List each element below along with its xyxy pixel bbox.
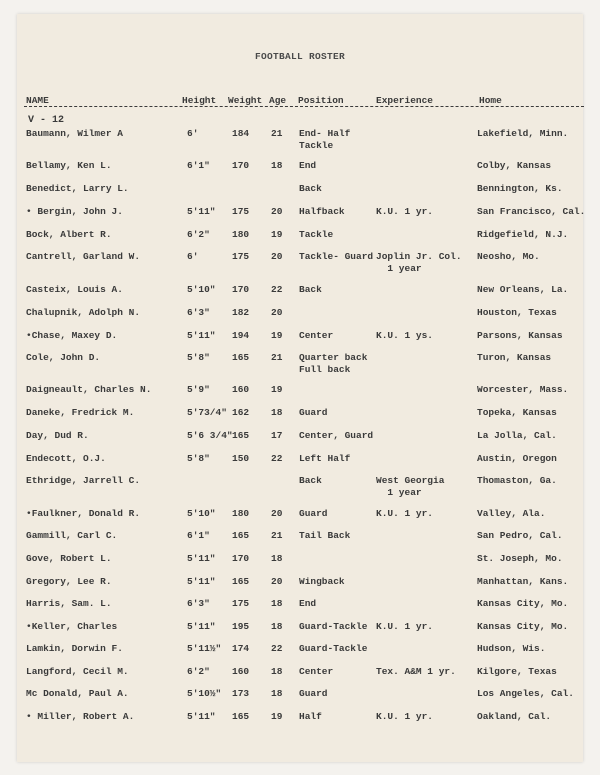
- cell-age: 19: [271, 384, 283, 395]
- cell-home: Kilgore, Texas: [477, 666, 557, 677]
- cell-height: 5'8": [187, 453, 210, 464]
- cell-weight: 165: [232, 430, 250, 441]
- cell-home: Austin, Oregon: [477, 453, 557, 464]
- cell-position: Guard: [299, 688, 328, 699]
- cell-age: 18: [271, 553, 283, 564]
- cell-name: Mc Donald, Paul A.: [26, 688, 129, 699]
- cell-height: 6'2": [187, 229, 210, 240]
- cell-home: Lakefield, Minn.: [477, 128, 569, 139]
- cell-age: 20: [271, 307, 283, 318]
- cell-home: Houston, Texas: [477, 307, 557, 318]
- cell-home: Kansas City, Mo.: [477, 621, 569, 632]
- cell-position: Guard: [299, 407, 328, 418]
- header-weight: Weight: [228, 95, 263, 106]
- page-title: FOOTBALL ROSTER: [255, 51, 346, 62]
- cell-name: Bock, Albert R.: [26, 229, 112, 240]
- cell-position: Left Half: [299, 453, 351, 464]
- cell-weight: 184: [232, 128, 250, 139]
- cell-height: 5'9": [187, 384, 210, 395]
- cell-age: 21: [271, 530, 283, 541]
- cell-home: Manhattan, Kans.: [477, 576, 569, 587]
- table-row: [0, 128, 600, 158]
- cell-weight: 175: [232, 251, 250, 262]
- cell-age: 21: [271, 128, 283, 139]
- cell-experience: K.U. 1 ys.: [376, 330, 434, 341]
- cell-name: Daneke, Fredrick M.: [26, 407, 135, 418]
- cell-height: 5'11½": [187, 643, 222, 654]
- cell-home: Bennington, Ks.: [477, 183, 563, 194]
- cell-name: •Chase, Maxey D.: [26, 330, 118, 341]
- cell-weight: 182: [232, 307, 250, 318]
- cell-age: 18: [271, 407, 283, 418]
- cell-position: Tail Back: [299, 530, 351, 541]
- cell-position: Halfback: [299, 206, 345, 217]
- cell-height: 6'1": [187, 160, 210, 171]
- cell-age: 20: [271, 251, 283, 262]
- cell-age: 22: [271, 453, 283, 464]
- cell-height: 5'11": [187, 576, 216, 587]
- header-height: Height: [182, 95, 217, 106]
- cell-position: Tackle: [299, 229, 334, 240]
- cell-age: 20: [271, 576, 283, 587]
- cell-weight: 170: [232, 553, 250, 564]
- cell-height: 5'73/4": [187, 407, 227, 418]
- cell-weight: 180: [232, 229, 250, 240]
- cell-height: 5'11": [187, 330, 216, 341]
- cell-age: 20: [271, 206, 283, 217]
- cell-experience: K.U. 1 yr.: [376, 621, 434, 632]
- cell-age: 17: [271, 430, 283, 441]
- cell-name: • Bergin, John J.: [26, 206, 123, 217]
- cell-age: 18: [271, 598, 283, 609]
- cell-weight: 160: [232, 384, 250, 395]
- cell-age: 19: [271, 229, 283, 240]
- cell-weight: 170: [232, 160, 250, 171]
- cell-height: 6'3": [187, 307, 210, 318]
- cell-weight: 194: [232, 330, 250, 341]
- cell-weight: 180: [232, 508, 250, 519]
- cell-height: 5'10": [187, 284, 216, 295]
- section-label: V - 12: [28, 115, 65, 126]
- cell-home: Ridgefield, N.J.: [477, 229, 569, 240]
- cell-weight: 165: [232, 352, 250, 363]
- cell-experience: K.U. 1 yr.: [376, 508, 434, 519]
- cell-name: Lamkin, Dorwin F.: [26, 643, 123, 654]
- cell-age: 19: [271, 330, 283, 341]
- cell-position: End: [299, 598, 317, 609]
- header-divider: [24, 106, 584, 107]
- cell-home: Hudson, Wis.: [477, 643, 546, 654]
- cell-name: Endecott, O.J.: [26, 453, 106, 464]
- cell-home: Neosho, Mo.: [477, 251, 540, 262]
- cell-home: Topeka, Kansas: [477, 407, 557, 418]
- cell-position: Guard-Tackle: [299, 643, 368, 654]
- cell-position: Center: [299, 330, 334, 341]
- cell-name: Benedict, Larry L.: [26, 183, 129, 194]
- header-name: NAME: [26, 95, 49, 106]
- cell-name: Gregory, Lee R.: [26, 576, 112, 587]
- header-home: Home: [479, 95, 502, 106]
- cell-position: Center, Guard: [299, 430, 374, 441]
- cell-name: Cantrell, Garland W.: [26, 251, 141, 262]
- cell-weight: 160: [232, 666, 250, 677]
- cell-weight: 175: [232, 598, 250, 609]
- cell-experience: K.U. 1 yr.: [376, 206, 434, 217]
- cell-height: 5'8": [187, 352, 210, 363]
- cell-position: Back: [299, 475, 322, 486]
- cell-home: Thomaston, Ga.: [477, 475, 557, 486]
- cell-home: Parsons, Kansas: [477, 330, 563, 341]
- cell-home: Oakland, Cal.: [477, 711, 552, 722]
- cell-height: 6': [187, 251, 199, 262]
- cell-age: 18: [271, 666, 283, 677]
- cell-height: 5'11": [187, 711, 216, 722]
- cell-weight: 195: [232, 621, 250, 632]
- cell-weight: 165: [232, 711, 250, 722]
- cell-position: Half: [299, 711, 322, 722]
- cell-home: Los Angeles, Cal.: [477, 688, 574, 699]
- cell-name: Baumann, Wilmer A: [26, 128, 123, 139]
- table-row: [0, 352, 600, 382]
- cell-home: San Pedro, Cal.: [477, 530, 563, 541]
- cell-home: St. Joseph, Mo.: [477, 553, 563, 564]
- cell-name: Day, Dud R.: [26, 430, 89, 441]
- cell-weight: 173: [232, 688, 250, 699]
- cell-position: Back: [299, 183, 322, 194]
- cell-home: La Jolla, Cal.: [477, 430, 557, 441]
- cell-experience: K.U. 1 yr.: [376, 711, 434, 722]
- cell-position: Back: [299, 284, 322, 295]
- cell-height: 5'11": [187, 206, 216, 217]
- cell-weight: 165: [232, 576, 250, 587]
- cell-name: Cole, John D.: [26, 352, 101, 363]
- header-position: Position: [298, 95, 344, 106]
- cell-home: San Francisco, Cal.: [477, 206, 586, 217]
- cell-age: 18: [271, 621, 283, 632]
- cell-age: 21: [271, 352, 283, 363]
- cell-height: 5'6 3/4": [187, 430, 233, 441]
- cell-age: 22: [271, 284, 283, 295]
- cell-home: Turon, Kansas: [477, 352, 552, 363]
- cell-name: •Keller, Charles: [26, 621, 118, 632]
- cell-weight: 162: [232, 407, 250, 418]
- cell-name: Daigneault, Charles N.: [26, 384, 152, 395]
- cell-height: 6'2": [187, 666, 210, 677]
- table-row: [0, 251, 600, 281]
- cell-name: Chalupnik, Adolph N.: [26, 307, 141, 318]
- cell-weight: 165: [232, 530, 250, 541]
- cell-home: Worcester, Mass.: [477, 384, 569, 395]
- cell-height: 5'11": [187, 553, 216, 564]
- cell-name: Gove, Robert L.: [26, 553, 112, 564]
- cell-position: Tackle- Guard: [299, 251, 374, 262]
- cell-home: Kansas City, Mo.: [477, 598, 569, 609]
- cell-weight: 174: [232, 643, 250, 654]
- cell-height: 5'11": [187, 621, 216, 632]
- cell-position: Guard-Tackle: [299, 621, 368, 632]
- cell-name: •Faulkner, Donald R.: [26, 508, 141, 519]
- cell-weight: 150: [232, 453, 250, 464]
- cell-height: 6'3": [187, 598, 210, 609]
- header-experience: Experience: [376, 95, 434, 106]
- cell-height: 5'10½": [187, 688, 222, 699]
- cell-name: • Miller, Robert A.: [26, 711, 135, 722]
- cell-height: 5'10": [187, 508, 216, 519]
- table-row: [0, 711, 600, 741]
- cell-name: Bellamy, Ken L.: [26, 160, 112, 171]
- cell-weight: 175: [232, 206, 250, 217]
- cell-age: 19: [271, 711, 283, 722]
- cell-experience: Tex. A&M 1 yr.: [376, 666, 456, 677]
- cell-position: Guard: [299, 508, 328, 519]
- cell-experience: Joplin Jr. Col. 1 year: [376, 251, 462, 274]
- cell-weight: 170: [232, 284, 250, 295]
- cell-home: New Orleans, La.: [477, 284, 569, 295]
- cell-home: Colby, Kansas: [477, 160, 552, 171]
- cell-experience: West Georgia 1 year: [376, 475, 445, 498]
- cell-age: 22: [271, 643, 283, 654]
- cell-name: Casteix, Louis A.: [26, 284, 123, 295]
- cell-name: Gammill, Carl C.: [26, 530, 118, 541]
- cell-height: 6'1": [187, 530, 210, 541]
- cell-position: End- Half Tackle: [299, 128, 351, 151]
- cell-position: End: [299, 160, 317, 171]
- cell-height: 6': [187, 128, 199, 139]
- cell-name: Harris, Sam. L.: [26, 598, 112, 609]
- cell-position: Wingback: [299, 576, 345, 587]
- cell-age: 18: [271, 160, 283, 171]
- cell-age: 20: [271, 508, 283, 519]
- header-age: Age: [269, 95, 287, 106]
- cell-name: Ethridge, Jarrell C.: [26, 475, 141, 486]
- cell-name: Langford, Cecil M.: [26, 666, 129, 677]
- cell-home: Valley, Ala.: [477, 508, 546, 519]
- cell-position: Center: [299, 666, 334, 677]
- cell-age: 18: [271, 688, 283, 699]
- table-row: [0, 475, 600, 505]
- cell-position: Quarter back Full back: [299, 352, 368, 375]
